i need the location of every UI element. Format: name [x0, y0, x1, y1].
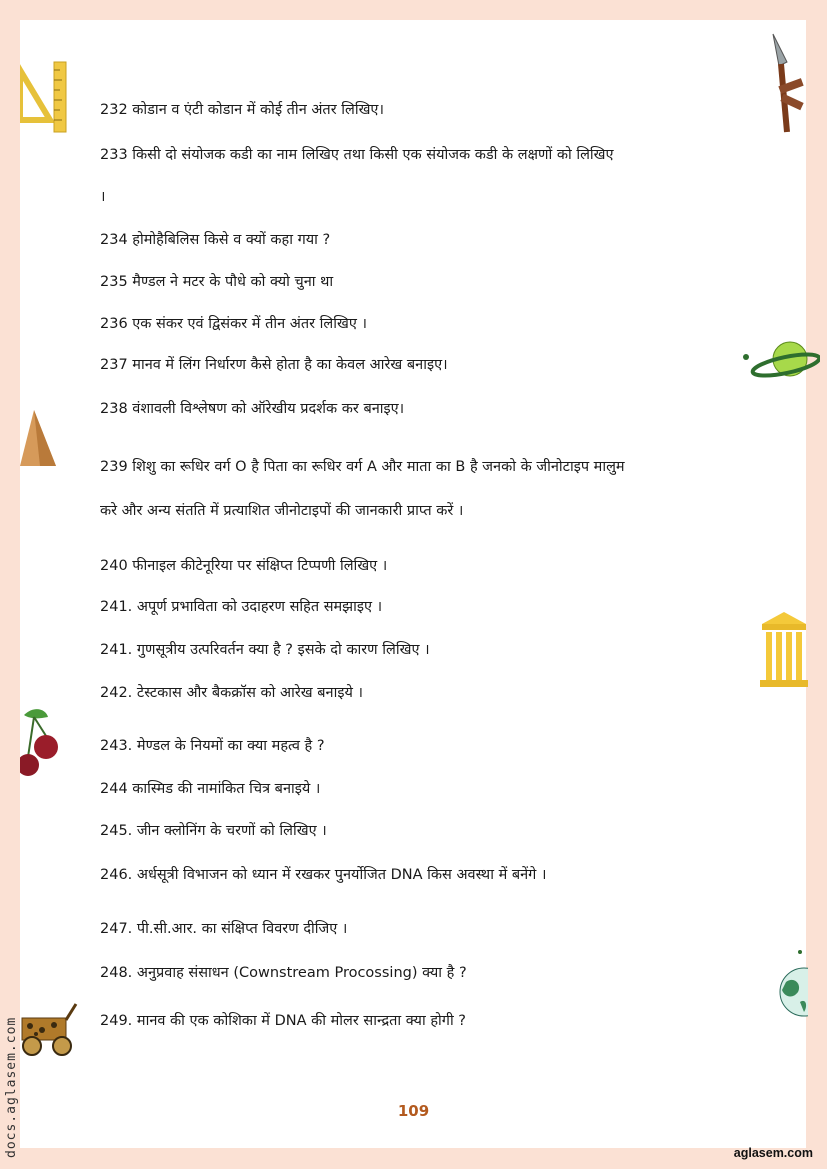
question-236: 236 एक संकर एवं द्विसंकर में तीन अंतर लिखिए ।: [100, 316, 367, 332]
question-233: 233 किसी दो संयोजक कडी का नाम लिखिए तथा किसी एक संयोजक कडी के लक्षणों को लिखिए: [100, 147, 614, 163]
question-239: 239 शिशु का रूधिर वर्ग O है पिता का रूधिर वर्ग A और माता का B है जनको के जीनोटाइप मालुम: [100, 459, 625, 475]
question-248: 248. अनुप्रवाह संसाधन (Cownstream Procossing) क्या है ?: [100, 965, 467, 981]
ruler-icon: [20, 60, 68, 135]
question-241b: 241. गुणसूत्रीय उत्परिवर्तन क्या है ? इसके दो कारण लिखिए ।: [100, 642, 430, 658]
question-243: 243. मेण्डल के नियमों का क्या महत्व है ?: [100, 738, 325, 754]
cherries-icon: [20, 705, 60, 777]
question-233-continuation: ।: [100, 189, 106, 205]
globe-icon: [778, 948, 808, 1018]
question-247: 247. पी.सी.आर. का संक्षिप्त विवरण दीजिए ।: [100, 921, 348, 937]
footer-brand: aglasem.com: [733, 1146, 813, 1160]
question-235: 235 मैण्डल ने मटर के पौधे को क्यो चुना था: [100, 274, 334, 290]
side-watermark: docs.aglasem.com: [4, 1016, 19, 1158]
question-246: 246. अर्धसूत्री विभाजन को ध्यान में रखकर पुनर्योजित DNA किस अवस्था में बनेंगे ।: [100, 867, 547, 883]
pyramid-icon: [20, 410, 60, 470]
cart-icon: [20, 998, 84, 1060]
question-239-continuation: करे और अन्य संतति में प्रत्याशित जीनोटाइपों की जानकारी प्राप्त करें ।: [100, 503, 464, 519]
question-242: 242. टेस्टकास और बैकक्रॉस को आरेख बनाइये ।: [100, 685, 363, 701]
temple-icon: [760, 610, 808, 688]
question-245: 245. जीन क्लोनिंग के चरणों को लिखिए ।: [100, 823, 327, 839]
question-237: 237 मानव में लिंग निर्धारण कैसे होता है का केवल आरेख बनाइए।: [100, 357, 448, 373]
question-238: 238 वंशावली विश्लेषण को ऑरेखीय प्रदर्शक कर बनाइए।: [100, 401, 405, 417]
question-241a: 241. अपूर्ण प्रभाविता को उदाहरण सहित समझाइए ।: [100, 599, 383, 615]
question-234: 234 होमोहैबिलिस किसे व क्यों कहा गया ?: [100, 232, 331, 248]
spear-icon: [765, 32, 815, 137]
page-number: 109: [397, 1102, 430, 1120]
question-244: 244 कास्मिड की नामांकित चित्र बनाइये ।: [100, 781, 321, 797]
question-240: 240 फीनाइल कीटेनूरिया पर संक्षिप्त टिप्पणी लिखिए ।: [100, 558, 388, 574]
question-249: 249. मानव की एक कोशिका में DNA की मोलर सान्द्रता क्या होगी ?: [100, 1013, 467, 1029]
question-232: 232 कोडान व एंटी कोडान में कोई तीन अंतर लिखिए।: [100, 102, 384, 118]
planet-icon: [740, 335, 820, 385]
